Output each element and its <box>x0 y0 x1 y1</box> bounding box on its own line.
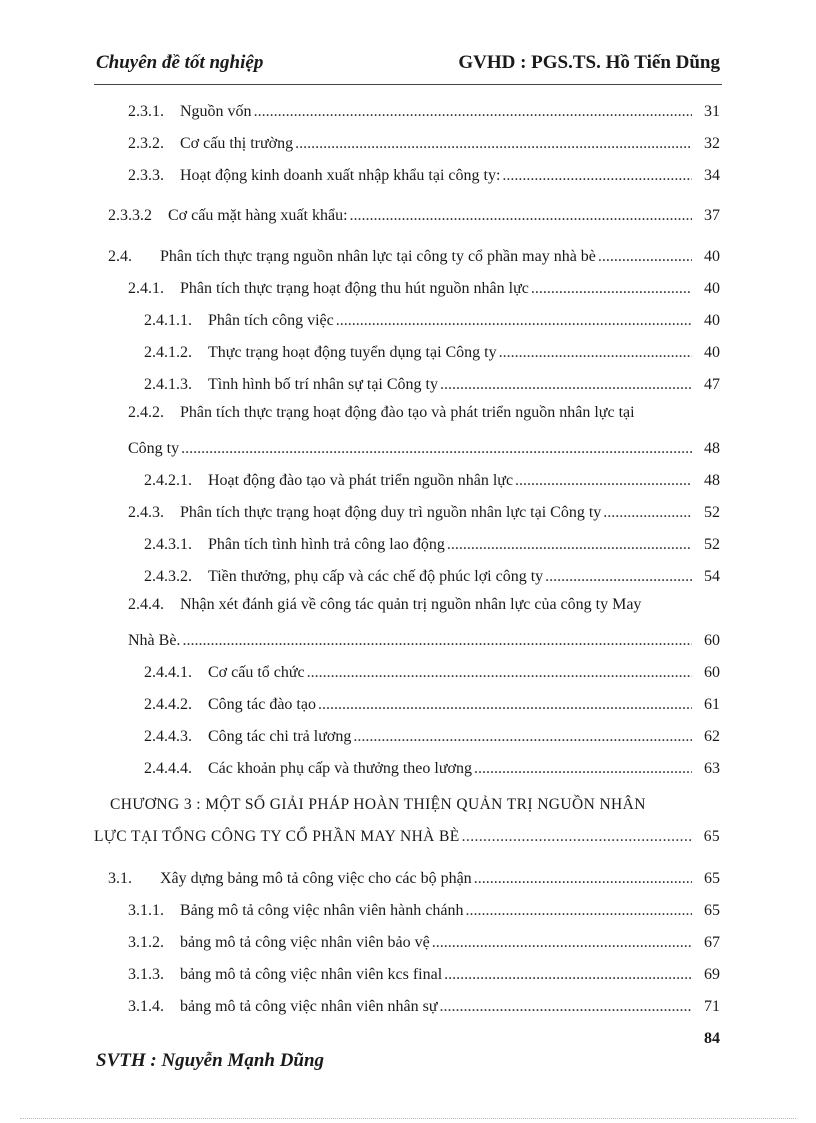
toc-leader-dots <box>350 206 692 226</box>
toc-entry-page: 32 <box>704 135 720 152</box>
toc-entry-number: 2.4.2.1. <box>144 472 192 489</box>
toc-entry-number: 3.1. <box>108 870 132 887</box>
toc-entry-number: 2.4.4. <box>128 596 164 613</box>
toc-entry-title: Công tác chi trả lương <box>208 728 352 745</box>
toc-entry[interactable] <box>128 499 720 523</box>
toc-leader-dots <box>307 663 692 683</box>
toc-entry-title: Cơ cấu tổ chức <box>208 664 305 681</box>
toc-entry-title-cont: LỰC TẠI TỔNG CÔNG TY CỔ PHẦN MAY NHÀ BÈ <box>94 828 460 845</box>
toc-entry[interactable] <box>108 243 720 267</box>
toc-leader-dots <box>474 759 692 779</box>
toc-entry-title: Tình hình bố trí nhân sự tại Công ty <box>208 376 438 393</box>
toc-leader-dots <box>515 471 692 491</box>
toc-entry-page: 54 <box>704 568 720 585</box>
toc-entry-title: Nguồn vốn <box>180 103 252 120</box>
toc-entry-page: 65 <box>703 828 720 845</box>
toc-chapter-continuation[interactable] <box>94 823 720 847</box>
toc-entry[interactable] <box>144 307 720 331</box>
toc-entry-continuation[interactable] <box>128 435 720 459</box>
toc-entry-page: 60 <box>704 664 720 681</box>
toc-entry[interactable] <box>144 339 720 363</box>
toc-entry[interactable] <box>128 961 720 985</box>
toc-entry-title: Phân tích thực trạng hoạt động duy trì nguồn nhân lực tại Công ty <box>180 504 602 521</box>
toc-entry-title: Cơ cấu mặt hàng xuất khẩu: <box>168 207 348 224</box>
toc-entry-number: 2.3.3. <box>128 167 164 184</box>
toc-entry-title: Phân tích tình hình trả công lao động <box>208 536 445 553</box>
toc-leader-dots <box>465 901 692 921</box>
toc-entry-page: 65 <box>704 870 720 887</box>
toc-entry-page: 71 <box>704 998 720 1015</box>
toc-entry[interactable] <box>108 865 720 889</box>
toc-leader-dots <box>502 166 692 186</box>
toc-entry[interactable] <box>108 202 720 226</box>
toc-entry-number: 2.4.1. <box>128 280 164 297</box>
toc-entry-page: 61 <box>704 696 720 713</box>
toc-entry-page: 67 <box>704 934 720 951</box>
toc-leader-dots <box>182 631 692 651</box>
toc-entry-number: 2.4.1.1. <box>144 312 192 329</box>
toc-entry-title: Phân tích thực trạng hoạt động thu hút nguồn nhân lực <box>180 280 529 297</box>
toc-leader-dots <box>336 311 692 331</box>
toc-entry-number: 2.4.3. <box>128 504 164 521</box>
toc-entry-page: 40 <box>704 344 720 361</box>
toc-entry-title: Hoạt động đào tạo và phát triển nguồn nhân lực <box>208 472 514 489</box>
toc-entry-number: 2.4.3.1. <box>144 536 192 553</box>
toc-entry-number: 3.1.3. <box>128 966 164 983</box>
toc-entry-wrapped[interactable] <box>128 403 635 423</box>
toc-entry-title-cont: Công ty <box>128 440 180 457</box>
toc-entry-number: 2.4.4.3. <box>144 728 192 745</box>
toc-entry-page: 48 <box>704 440 720 457</box>
toc-entry[interactable] <box>128 275 720 299</box>
toc-entry-number: 2.3.3.2 <box>108 207 152 224</box>
toc-entry-page: 40 <box>704 312 720 329</box>
toc-entry-continuation[interactable] <box>128 627 720 651</box>
toc-entry-page: 47 <box>704 376 720 393</box>
toc-entry-title: Công tác đào tạo <box>208 696 316 713</box>
toc-entry[interactable] <box>144 659 720 683</box>
toc-entry-number: 3.1.2. <box>128 934 164 951</box>
toc-entry-number: 2.4.3.2. <box>144 568 192 585</box>
toc-entry-title: Thực trạng hoạt động tuyển dụng tại Công ty <box>208 344 497 361</box>
toc-entry[interactable] <box>144 723 720 747</box>
toc-leader-dots <box>295 134 692 154</box>
toc-entry-number: 2.4.4.4. <box>144 760 192 777</box>
toc-leader-dots <box>432 933 692 953</box>
toc-entry-page: 34 <box>704 167 720 184</box>
toc-leader-dots <box>531 279 692 299</box>
toc-entry-title: Phân tích thực trạng hoạt động đào tạo và phát triển nguồn nhân lực tại <box>180 404 635 421</box>
toc-leader-dots <box>462 827 692 847</box>
toc-entry[interactable] <box>128 162 720 186</box>
toc-entry[interactable] <box>144 467 720 491</box>
toc-entry-page: 63 <box>704 760 720 777</box>
toc-leader-dots <box>474 869 692 889</box>
toc-entry-wrapped[interactable] <box>128 595 641 615</box>
toc-leader-dots <box>440 997 693 1017</box>
toc-entry-title: Các khoản phụ cấp và thưởng theo lương <box>208 760 472 777</box>
toc-entry[interactable] <box>144 371 720 395</box>
toc-entry[interactable] <box>144 691 720 715</box>
toc-entry-number: 3.1.1. <box>128 902 164 919</box>
toc-entry-title: Tiền thưởng, phụ cấp và các chế độ phúc lợi công ty <box>208 568 544 585</box>
page-number: 84 <box>704 1030 720 1047</box>
toc-entry-page: 60 <box>704 632 720 649</box>
toc-entry-page: 52 <box>704 504 720 521</box>
toc-leader-dots <box>353 727 692 747</box>
toc-entry-number: 2.4.4.1. <box>144 664 192 681</box>
toc-entry-page: 65 <box>704 902 720 919</box>
toc-leader-dots <box>603 503 692 523</box>
toc-entry[interactable] <box>144 755 720 779</box>
header-divider <box>94 84 722 85</box>
toc-entry-title: Cơ cấu thị trường <box>180 135 294 152</box>
toc-leader-dots <box>254 102 692 122</box>
toc-entry[interactable] <box>128 98 720 122</box>
toc-entry[interactable] <box>128 130 720 154</box>
toc-entry-title: Bảng mô tả công việc nhân viên hành chánh <box>180 902 464 919</box>
toc-leader-dots <box>447 535 692 555</box>
toc-chapter-heading[interactable]: CHƯƠNG 3 : MỘT SỐ GIẢI PHÁP HOÀN THIỆN QUẢN TRỊ NGUỒN NHÂN <box>110 796 646 813</box>
toc-entry-number: 2.4.4.2. <box>144 696 192 713</box>
toc-entry-page: 40 <box>704 248 720 265</box>
toc-entry-page: 48 <box>704 472 720 489</box>
footer-student-name: SVTH : Nguyễn Mạnh Dũng <box>96 1050 325 1071</box>
toc-entry[interactable] <box>144 563 720 587</box>
toc-leader-dots <box>499 343 692 363</box>
toc-entry-number: 3.1.4. <box>128 998 164 1015</box>
toc-leader-dots <box>318 695 692 715</box>
header-advisor: GVHD : PGS.TS. Hồ Tiến Dũng <box>458 52 720 73</box>
toc-entry-page: 62 <box>704 728 720 745</box>
toc-entry[interactable] <box>128 897 720 921</box>
toc-entry-number: 2.4. <box>108 248 132 265</box>
toc-entry-title: Phân tích công việc <box>208 312 334 329</box>
toc-entry-page: 31 <box>704 103 720 120</box>
toc-entry-title: Xây dựng bảng mô tả công việc cho các bộ phận <box>160 870 472 887</box>
toc-entry-title-cont: Nhà Bè. <box>128 632 181 649</box>
toc-leader-dots <box>598 247 692 267</box>
header-course-title: Chuyên đề tốt nghiệp <box>96 52 264 73</box>
toc-leader-dots <box>181 439 692 459</box>
toc-entry-page: 69 <box>704 966 720 983</box>
toc-entry-title: Nhận xét đánh giá về công tác quản trị nguồn nhân lực của công ty May <box>180 596 642 613</box>
toc-entry-title: bảng mô tả công việc nhân viên nhân sự <box>180 998 438 1015</box>
page-edge-divider <box>20 1118 796 1119</box>
toc-entry-number: 2.4.2. <box>128 404 164 421</box>
toc-entry-page: 52 <box>704 536 720 553</box>
toc-entry-title: Hoạt động kinh doanh xuất nhập khẩu tại công ty: <box>180 167 501 184</box>
toc-entry-title: bảng mô tả công việc nhân viên kcs final <box>180 966 443 983</box>
toc-entry-number: 2.3.1. <box>128 103 164 120</box>
toc-leader-dots <box>545 567 692 587</box>
toc-entry-page: 40 <box>704 280 720 297</box>
toc-entry-number: 2.4.1.3. <box>144 376 192 393</box>
toc-entry-number: 2.4.1.2. <box>144 344 192 361</box>
toc-leader-dots <box>440 375 692 395</box>
toc-entry[interactable] <box>144 531 720 555</box>
toc-entry[interactable] <box>128 929 720 953</box>
toc-entry-title: Phân tích thực trạng nguồn nhân lực tại công ty cổ phần may nhà bè <box>160 248 596 265</box>
toc-leader-dots <box>444 965 692 985</box>
toc-entry[interactable] <box>128 993 720 1017</box>
toc-entry-page: 37 <box>704 207 720 224</box>
toc-entry-number: 2.3.2. <box>128 135 164 152</box>
toc-entry-title: bảng mô tả công việc nhân viên bảo vệ <box>180 934 430 951</box>
